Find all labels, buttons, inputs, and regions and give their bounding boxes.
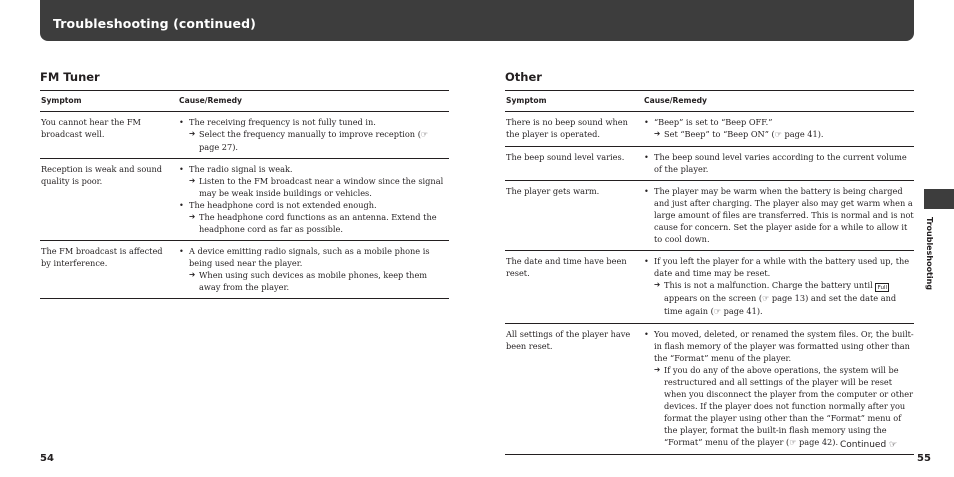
cause-item: [644, 116, 914, 141]
cause-item: [644, 328, 914, 449]
cause-cell: [644, 324, 914, 454]
bullet-icon: •: [179, 246, 184, 256]
cause-item: [179, 163, 449, 199]
header-title: Troubleshooting (continued): [53, 16, 256, 31]
side-label: [920, 215, 940, 305]
cause-cell: [644, 251, 914, 323]
symptom-cell: The player gets warm.: [506, 186, 600, 196]
remedy-text: ➔ If you do any of the above operations, the system will be restructured and all settings of the player will be reset when you disconnect the player from the computer or other devices. If the player does not function normally after you format the player using other than the “Format” menu of the player, format the built-in flash memory using the “Format” menu of the player (☞ page 42).: [654, 365, 914, 447]
table-row: [505, 181, 914, 251]
section-title-fm-tuner: FM Tuner: [40, 70, 100, 84]
cause-item: [644, 151, 914, 175]
symptom-cell: The date and time have been reset.: [506, 256, 627, 278]
table-header: [505, 90, 914, 112]
cause-text: The player may be warm when the battery is being charged and just after charging. The player also may get warm when a large amount of files are transferred. This is normal and is not cause for concern. Set the player aside for a while to allow it to cool down.: [654, 186, 914, 244]
battery-full-icon: Full: [875, 283, 889, 292]
table-row: [40, 241, 449, 299]
table-row: [505, 324, 914, 455]
cause-text: You moved, deleted, or renamed the system files. Or, the built-in flash memory of the player was formatted using other than the “Format” menu of the player.: [654, 329, 914, 363]
arrow-icon: ➔: [654, 280, 661, 289]
cause-text: The beep sound level varies according to the current volume of the player.: [654, 152, 907, 174]
cause-text: “Beep” is set to “Beep OFF.”: [654, 117, 773, 127]
cause-text: If you left the player for a while with the battery used up, the date and time may be reset.: [654, 256, 910, 278]
symptom-cell: The FM broadcast is affected by interference.: [41, 246, 163, 268]
cause-text: The headphone cord is not extended enough.: [189, 200, 377, 210]
cause-text: The receiving frequency is not fully tuned in.: [189, 117, 376, 127]
cause-text: The radio signal is weak.: [189, 164, 293, 174]
continued-label: Continued ☞: [840, 440, 898, 450]
fm-tuner-table: [40, 90, 449, 299]
page-number-right: 55: [917, 453, 931, 464]
bullet-icon: •: [644, 256, 649, 266]
remedy-text: ➔ Listen to the FM broadcast near a window since the signal may be weak inside buildings or vehicles.: [189, 176, 444, 198]
column-cause-remedy: Cause/Remedy: [644, 96, 707, 105]
cause-cell: [179, 241, 449, 298]
bullet-icon: •: [179, 164, 184, 174]
symptom-cell: There is no beep sound when the player is operated.: [506, 117, 628, 139]
table-body: [505, 112, 914, 455]
remedy-text: ➔ The headphone cord functions as an antenna. Extend the headphone cord as far as possible.: [189, 212, 437, 234]
page-number-left: 54: [40, 453, 54, 464]
remedy-text: ➔ Select the frequency manually to improve reception (☞ page 27).: [189, 129, 429, 152]
other-table: [505, 90, 914, 455]
arrow-icon: ➔: [654, 129, 661, 138]
arrow-icon: ➔: [189, 212, 196, 221]
table-body: [40, 112, 449, 299]
remedy-text: ➔ This is not a malfunction. Charge the battery until Full appears on the screen (☞ page 13) and set the date and time again (☞ page 41).: [654, 280, 897, 316]
table-row: [40, 112, 449, 159]
cause-cell: [179, 112, 449, 158]
table-row: [505, 251, 914, 324]
remedy-text: ➔ Set “Beep” to “Beep ON” (☞ page 41).: [654, 129, 824, 139]
symptom-cell: The beep sound level varies.: [506, 152, 625, 162]
symptom-cell: All settings of the player have been reset.: [506, 329, 631, 351]
table-row: [40, 159, 449, 241]
cause-item: [644, 255, 914, 318]
section-title-other: Other: [505, 70, 542, 84]
cause-item: [179, 245, 449, 293]
cause-cell: [644, 181, 914, 250]
cause-cell: [644, 147, 914, 180]
column-symptom: Symptom: [41, 96, 82, 105]
table-row: [505, 112, 914, 147]
cause-cell: [179, 159, 449, 240]
bullet-icon: •: [179, 117, 184, 127]
arrow-icon: ➔: [189, 129, 196, 138]
table-row: [505, 147, 914, 181]
bullet-icon: •: [644, 329, 649, 339]
section-tab-marker: [924, 189, 954, 209]
bullet-icon: •: [644, 186, 649, 196]
arrow-icon: ➔: [189, 270, 196, 279]
cause-item: [179, 199, 449, 235]
remedy-text: ➔ When using such devices as mobile phones, keep them away from the player.: [189, 270, 428, 292]
bullet-icon: •: [644, 152, 649, 162]
cause-cell: [644, 112, 914, 146]
bullet-icon: •: [644, 117, 649, 127]
arrow-icon: ➔: [189, 176, 196, 185]
side-label-text: Troubleshooting: [925, 217, 934, 291]
header-bar: [40, 0, 914, 41]
column-cause-remedy: Cause/Remedy: [179, 96, 242, 105]
column-symptom: Symptom: [506, 96, 547, 105]
arrow-icon: ➔: [654, 365, 661, 374]
table-header: [40, 90, 449, 112]
bullet-icon: •: [179, 200, 184, 210]
symptom-cell: You cannot hear the FM broadcast well.: [41, 117, 141, 139]
cause-item: [179, 116, 449, 153]
cause-text: A device emitting radio signals, such as a mobile phone is being used near the player.: [189, 246, 430, 268]
symptom-cell: Reception is weak and sound quality is poor.: [41, 164, 163, 186]
cause-item: [644, 185, 914, 245]
